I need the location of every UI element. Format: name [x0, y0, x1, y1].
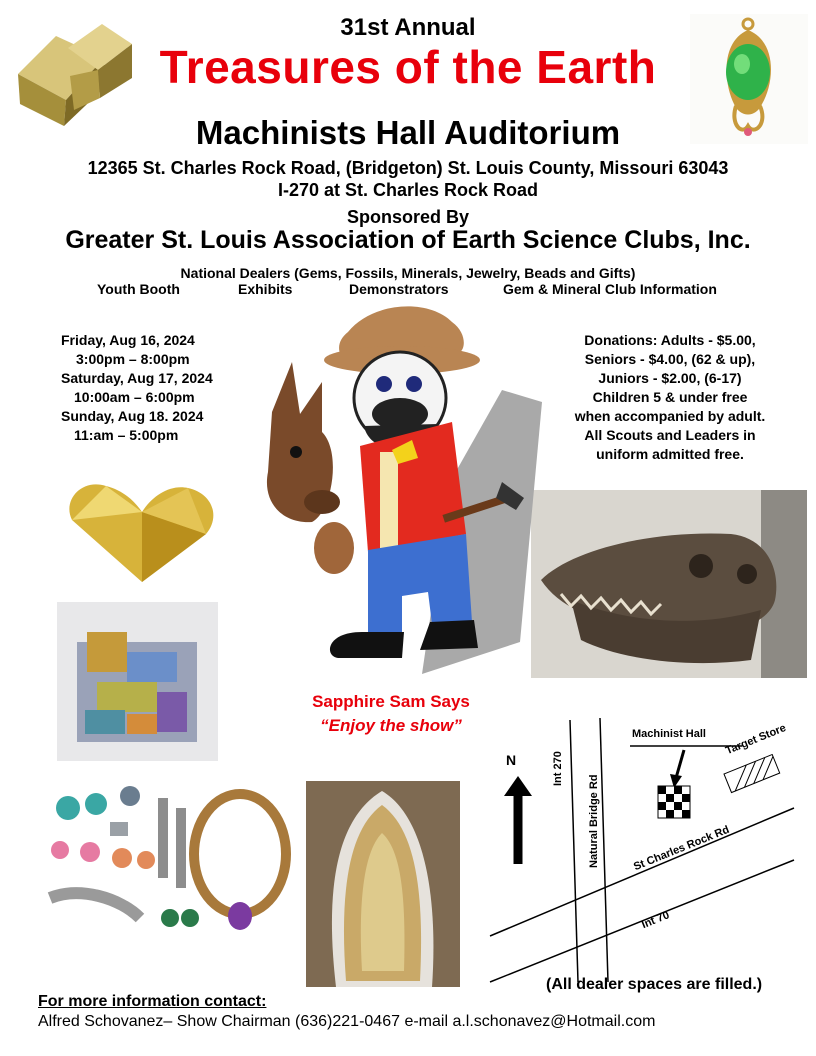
feature-exhibits: Exhibits: [238, 281, 293, 297]
schedule-hours-sunday: 11:am – 5:00pm: [74, 427, 179, 443]
donation-line: Juniors - $2.00, (6-17): [598, 370, 742, 386]
schedule-day-saturday: Saturday, Aug 17, 2024: [61, 370, 213, 386]
schedule-hours-saturday: 10:00am – 6:00pm: [74, 389, 195, 405]
jewelry-collection-photo: [40, 778, 298, 946]
mascot-caption-line1: Sapphire Sam Says: [312, 692, 470, 711]
map-int-270-label: Int 270: [552, 751, 564, 786]
feature-club-info: Gem & Mineral Club Information: [503, 281, 717, 297]
donation-line: All Scouts and Leaders in: [584, 427, 756, 443]
schedule-hours-friday: 3:00pm – 8:00pm: [76, 351, 190, 367]
edition-label: 31st Annual: [340, 14, 476, 41]
mascot-caption-line2: “Enjoy the show”: [320, 716, 462, 735]
calcite-heart-photo: [62, 470, 222, 592]
sponsor-organization: Greater St. Louis Association of Earth Science Clubs, Inc.: [65, 226, 751, 254]
dealers-line: National Dealers (Gems, Fossils, Minerals, Jewelry, Beads and Gifts): [180, 265, 636, 281]
trex-skull-photo: [531, 490, 807, 678]
emerald-pendant-photo: [690, 14, 808, 144]
donations-block: [552, 331, 788, 464]
map-target-store-label: Target Store: [724, 722, 788, 758]
bismuth-crystal-photo: [57, 602, 218, 761]
donation-line: Donations: Adults - $5.00,: [584, 332, 756, 348]
map-machinist-hall-label: Machinist Hall: [632, 728, 706, 740]
feature-youth-booth: Youth Booth: [97, 281, 180, 297]
show-title: Treasures of the Earth: [159, 41, 657, 93]
venue-directions: I-270 at St. Charles Rock Road: [277, 180, 539, 200]
donation-line: Children 5 & under free: [592, 389, 748, 405]
venue-address: 12365 St. Charles Rock Road, (Bridgeton) St. Louis County, Missouri 63043: [87, 158, 729, 178]
location-map: [480, 700, 810, 990]
donation-line: uniform admitted free.: [596, 446, 744, 462]
geode-photo: [306, 781, 460, 987]
sapphire-sam-mascot: [252, 302, 542, 686]
map-st-charles-rock-label: St Charles Rock Rd: [632, 823, 732, 874]
schedule-day-sunday: Sunday, Aug 18. 2024: [61, 408, 204, 424]
contact-heading: For more information contact:: [38, 993, 267, 1010]
map-int-70-label: Int 70: [640, 909, 672, 932]
map-natural-bridge-label: Natural Bridge Rd: [588, 774, 600, 868]
feature-demonstrators: Demonstrators: [349, 281, 449, 297]
sponsor-label: Sponsored By: [346, 207, 470, 227]
donation-line: when accompanied by adult.: [574, 408, 766, 424]
dealer-spaces-notice: (All dealer spaces are filled.): [546, 976, 763, 993]
map-north-label: N: [506, 752, 517, 768]
venue-name: Machinists Hall Auditorium: [195, 114, 621, 151]
schedule-day-friday: Friday, Aug 16, 2024: [61, 332, 195, 348]
contact-details: Alfred Schovanez– Show Chairman (636)221-0467 e-mail a.l.schonavez@Hotmail.com: [38, 1013, 656, 1030]
pyrite-cube-photo: [8, 14, 136, 126]
donation-line: Seniors - $4.00, (62 & up),: [584, 351, 756, 367]
